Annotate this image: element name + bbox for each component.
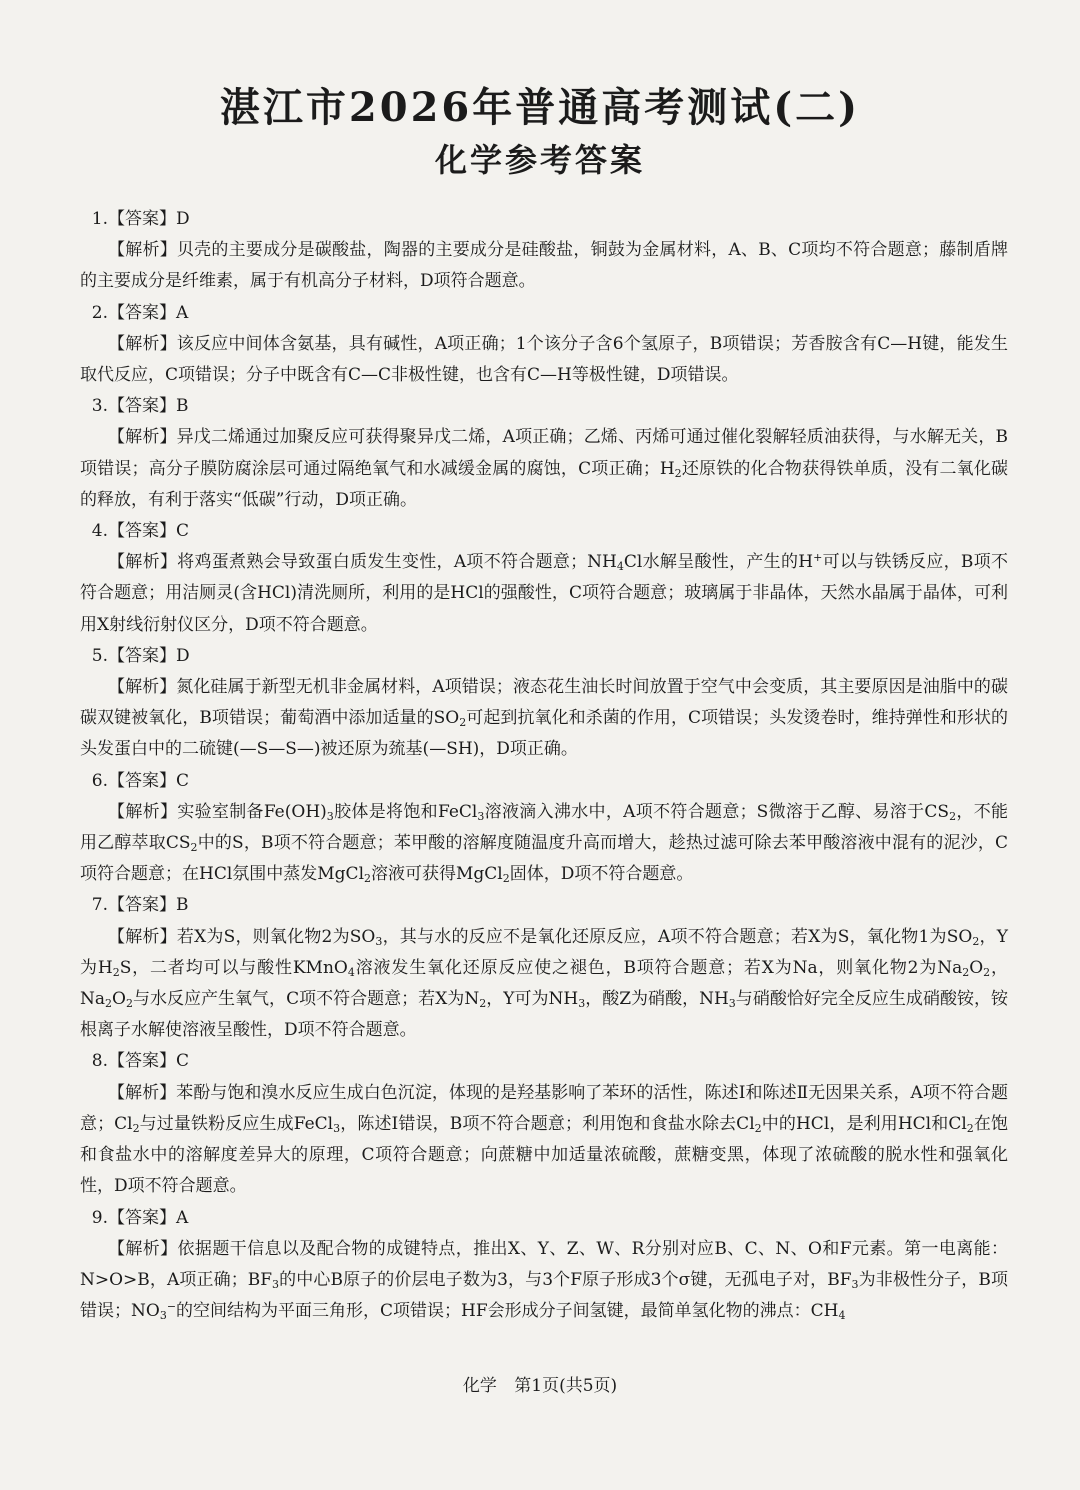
answer-line (80, 1046, 1008, 1077)
answer-line (80, 766, 1008, 797)
explanation: 【解析】若X为S，则氧化物2为$SO_3$，其与水的反应不是氧化还原反应，A项不符合题意；若X为S，氧化物1为$SO_2$，Y为$H_2S$，二者均可以与酸性KMnO$_4$溶液发生氧化还原反应使之褪色，B项符合题意；若X为Na，则氧化物2为$Na_2O_2$，$Na_2O_2$与水反应产生氧气，C项不符合题意；若X为$N_2$，Y可为$NH_3$，酸Z为硝酸，$NH_3$与硝酸恰好完全反应生成硝酸铵，铵根离子水解使溶液呈酸性，D项不符合题意。 (80, 926, 1009, 1041)
answer-value: 【答案】D (108, 209, 190, 229)
question-number: 4. (91, 521, 108, 542)
question-number: 6. (91, 770, 108, 791)
answer-line (80, 298, 1008, 329)
answer-item-6 (80, 766, 1008, 891)
explanation: 【解析】异戊二烯通过加聚反应可获得聚异戊二烯，A项正确；乙烯、丙烯可通过催化裂解轻质油获得，与水解无关，B项错误；高分子膜防腐涂层可通过隔绝氧气和水减缓金属的腐蚀，C项正确；$H_2$还原铁的化合物获得铁单质，没有二氧化碳的释放，有利于落实“低碳”行动，D项正确。 (80, 427, 1009, 510)
explanation: 【解析】贝壳的主要成分是碳酸盐，陶器的主要成分是硅酸盐，铜鼓为金属材料，A、B、C项均不符合题意；藤制盾牌的主要成分是纤维素，属于有机高分子材料，D项符合题意。 (80, 240, 1008, 292)
answer-line (80, 1203, 1008, 1234)
answer-value: 【答案】A (108, 1207, 189, 1228)
answer-line (80, 641, 1008, 672)
explanation: 【解析】实验室制备$Fe(OH)_3$胶体是将饱和FeCl$_3$溶液滴入沸水中，A项不符合题意；S微溶于乙醇、易溶于$CS_2$，不能用乙醇萃取$CS_2$中的S，B项不符合题意；苯甲酸的溶解度随温度升高而增大，趁热过滤可除去苯甲酸溶液中混有的泥沙，C项符合题意；在HCl氛围中蒸发MgCl$_2$溶液可获得MgCl$_2$固体，D项不符合题意。 (80, 801, 1009, 886)
answer-item-7 (80, 890, 1008, 1046)
explanation: 【解析】该反应中间体含氨基，具有碱性，A项正确；1个该分子含6个氢原子，B项错误；芳香胺含有C—H键，能发生取代反应，C项错误；分子中既含有C—C非极性键，也含有C—H等极性键，D项错误。 (80, 333, 1008, 386)
answer-item-8 (80, 1046, 1008, 1202)
explanation: 【解析】将鸡蛋煮熟会导致蛋白质发生变性，A项不符合题意；$NH_4Cl$水解呈酸性，产生的H+可以与铁锈反应，B项不符合题意；用洁厕灵(含HCl)清洗厕所，利用的是HCl的强酸性，C项符合题意；玻璃属于非晶体，天然水晶属于晶体，可利用X射线衍射仪区分，D项不符合题意。 (80, 551, 1009, 635)
page-subtitle: 化学参考答案 (434, 141, 645, 179)
question-number: 5. (91, 645, 108, 666)
answer-line (80, 516, 1008, 547)
answer-value: 【答案】C (108, 521, 190, 542)
answer-value: 【答案】A (108, 302, 189, 323)
answer-item-5 (80, 641, 1008, 766)
page-title: 湛江市2026年普通高考测试(二) (219, 84, 861, 131)
question-number: 7. (91, 895, 108, 916)
answer-item-3 (80, 391, 1008, 516)
explanation: 【解析】苯酚与饱和溴水反应生成白色沉淀，体现的是羟基影响了苯环的活性，陈述Ⅰ和陈述Ⅱ无因果关系，A项不符合题意；$Cl_2$与过量铁粉反应生成FeCl$_3$，陈述Ⅰ错误，B项不符合题意；利用饱和食盐水除去$Cl_2$中的HCl，是利用HCl和$Cl_2$在饱和食盐水中的溶解度差异大的原理，C项符合题意；向蔗糖中加适量浓硫酸，蔗糖变黑，体现了浓硫酸的脱水性和强氧化性，D项不符合题意。 (80, 1082, 1009, 1197)
answer-item-2 (80, 298, 1008, 392)
answer-item-1 (80, 204, 1008, 298)
answer-value: 【答案】B (108, 895, 189, 916)
answer-line (80, 890, 1008, 921)
question-number: 3. (91, 396, 108, 417)
explanation: 【解析】氮化硅属于新型无机非金属材料，A项错误；液态花生油长时间放置于空气中会变质，其主要原因是油脂中的碳碳双键被氧化，B项错误；葡萄酒中添加适量的$SO_2$可起到抗氧化和杀菌的作用，C项错误；头发烫卷时，维持弹性和形状的头发蛋白中的二硫键(—S—S—)被还原为巯基(—SH)，D项正确。 (80, 677, 1008, 760)
answer-value: 【答案】B (108, 396, 189, 417)
answer-line (80, 204, 1008, 235)
page-footer (0, 1372, 1080, 1400)
answer-value: 【答案】C (108, 1051, 190, 1072)
explanation: 【解析】依据题干信息以及配合物的成键特点，推出X、Y、Z、W、R分别对应B、C、N、O和F元素。第一电离能：N>O>B，A项正确；$BF_3$的中心B原子的价层电子数为3，与3个F原子形成3个σ键，无孤电子对，$BF_3$为非极性分子，B项错误；$NO_3^-$的空间结构为平面三角形，C项错误；HF会形成分子间氢键，最简单氢化物的沸点：$CH_4$ (80, 1238, 1008, 1323)
question-number: 2. (91, 302, 108, 323)
footer-subject: 化学 (462, 1376, 497, 1396)
question-number: 8. (91, 1051, 108, 1072)
answer-line (80, 391, 1008, 422)
question-number: 9. (91, 1207, 108, 1228)
answer-value: 【答案】D (108, 645, 190, 666)
footer-page-number: 第1页(共5页) (514, 1376, 618, 1396)
question-number: 1. (91, 209, 108, 229)
answer-item-9 (80, 1203, 1008, 1328)
answer-item-4 (80, 516, 1008, 641)
answer-value: 【答案】C (108, 770, 190, 791)
answer-list (80, 204, 1008, 1327)
